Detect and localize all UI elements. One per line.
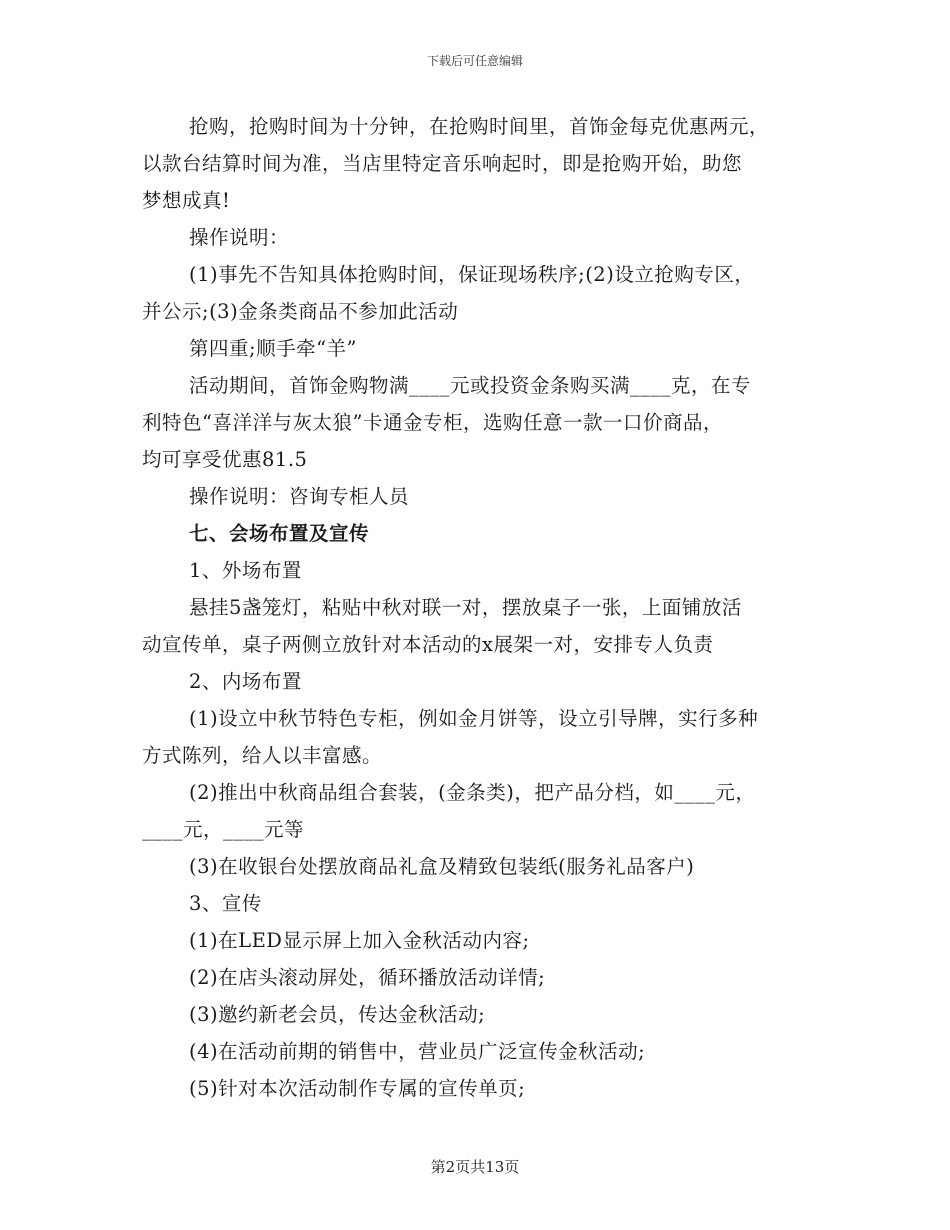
paragraph-line: 方式陈列，给人以丰富感。 bbox=[142, 744, 383, 767]
paragraph-line: (1)设立中秋节特色专柜，例如金月饼等，设立引导牌，实行多种 bbox=[189, 707, 759, 730]
page-footer: 第2页共13页 bbox=[430, 1158, 520, 1176]
paragraph-line: 梦想成真! bbox=[142, 189, 231, 212]
paragraph-line: 以款台结算时间为准，当店里特定音乐响起时，即是抢购开始，助您 bbox=[142, 152, 743, 175]
subsection-heading: 3、宣传 bbox=[189, 892, 262, 915]
subsection-heading: 2、内场布置 bbox=[189, 670, 302, 693]
paragraph-line: ____元，____元等 bbox=[142, 818, 305, 841]
list-item: (5)针对本次活动制作专属的宣传单页; bbox=[189, 1077, 526, 1100]
paragraph-line: 并公示;(3)金条类商品不参加此活动 bbox=[142, 300, 459, 323]
paragraph-line: 动宣传单，桌子两侧立放针对本活动的x展架一对，安排专人负责 bbox=[142, 633, 714, 656]
paragraph-line: 利特色“喜洋洋与灰太狼”卡通金专柜，选购任意一款一口价商品， bbox=[142, 411, 723, 434]
paragraph-line: 操作说明：咨询专柜人员 bbox=[189, 485, 410, 508]
paragraph-line: (1)事先不告知具体抢购时间，保证现场秩序;(2)设立抢购专区， bbox=[189, 263, 755, 286]
paragraph-line: 均可享受优惠81.5 bbox=[142, 448, 308, 471]
paragraph-line: (2)推出中秋商品组合套装，(金条类)，把产品分档，如____元， bbox=[189, 781, 756, 804]
paragraph-line: 悬挂5盏笼灯，粘贴中秋对联一对，摆放桌子一张，上面铺放活 bbox=[189, 596, 742, 619]
list-item: (2)在店头滚动屏处，循环播放活动详情; bbox=[189, 966, 546, 989]
paragraph-line: 活动期间，首饰金购物满____元或投资金条购买满____克，在专 bbox=[189, 374, 752, 397]
section-heading: 七、会场布置及宣传 bbox=[189, 522, 370, 545]
paragraph-line: 第四重;顺手牵“羊” bbox=[189, 337, 358, 360]
list-item: (3)邀约新老会员，传达金秋活动; bbox=[189, 1003, 486, 1026]
document-body bbox=[142, 108, 822, 1107]
paragraph-line: 操作说明： bbox=[189, 226, 290, 249]
paragraph-line: 抢购，抢购时间为十分钟，在抢购时间里，首饰金每克优惠两元， bbox=[189, 115, 770, 138]
list-item: (4)在活动前期的销售中，营业员广泛宣传金秋活动; bbox=[189, 1040, 646, 1063]
subsection-heading: 1、外场布置 bbox=[189, 559, 302, 582]
list-item: (1)在LED显示屏上加入金秋活动内容; bbox=[189, 929, 530, 952]
page-header: 下载后可任意编辑 bbox=[426, 54, 523, 68]
paragraph-line: (3)在收银台处摆放商品礼盒及精致包装纸(服务礼品客户) bbox=[189, 855, 695, 878]
